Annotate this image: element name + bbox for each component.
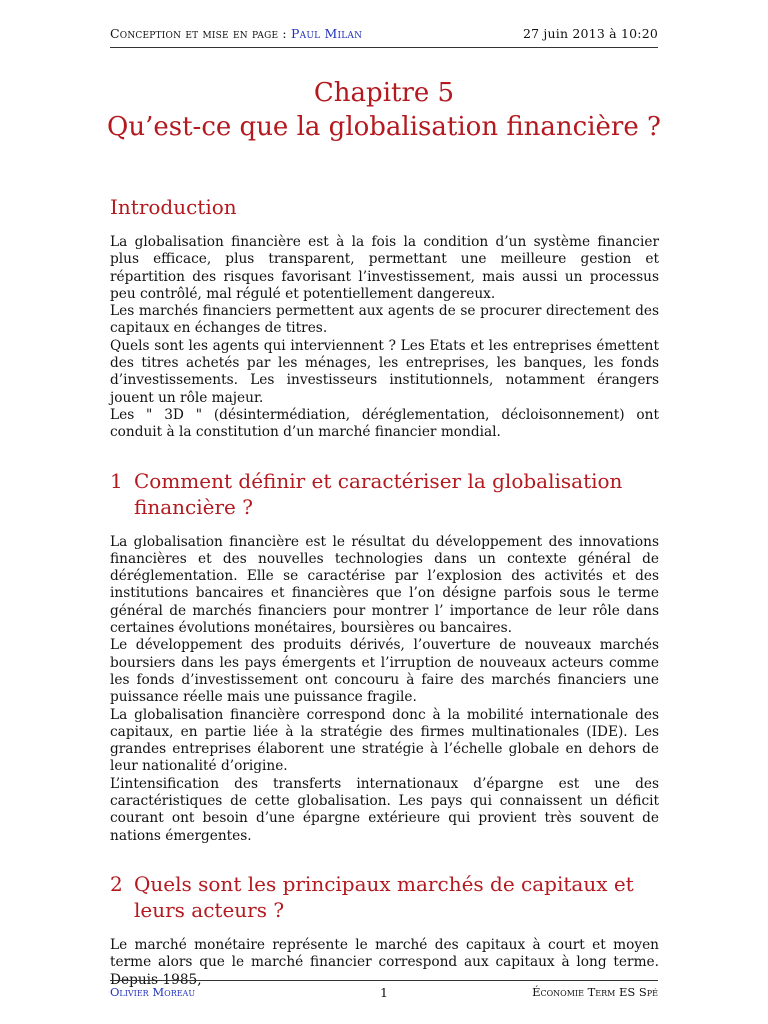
page-number: 1	[380, 985, 388, 1000]
paragraph: Le développement des produits dérivés, l’ouverture de nouveaux marchés boursiers dans les pays émergents et l’irruption de nouveaux acteurs comme les fonds d’investissement ont concouru à faire des marchés financiers une puissance réelle mais une puissance fragile.	[110, 637, 659, 706]
introduction-heading: Introduction	[110, 195, 237, 219]
paragraph: Les " 3D " (désintermédiation, déréglementation, décloisonnement) ont conduit à la constitution d’un marché financier mondial.	[110, 406, 659, 441]
paragraph: Le marché monétaire représente le marché des capitaux à court et moyen terme alors que le marché financier correspond aux capitaux à long terme. Depuis 1985,	[110, 936, 659, 988]
page-header	[110, 26, 658, 44]
section-title: Quels sont les principaux marchés de capitaux et leurs acteurs ?	[134, 871, 634, 922]
header-date: 27 juin 2013 à 10:20	[522, 26, 658, 41]
section-1-heading	[110, 468, 659, 520]
section-number: 1	[110, 468, 123, 493]
header-credit-prefix: Conception et mise en page :	[110, 26, 292, 41]
paragraph: La globalisation financière est le résultat du développement des innovations financières et des nouvelles technologies dans un contexte général de déréglementation. Elle se caractérise par l’explosion des activités et des institutions bancaires et financières que l’on désigne parfois sous le terme général de marchés financiers pour montrer l’ importance de leur rôle dans certaines évolutions monétaires, boursières ou bancaires.	[110, 533, 659, 637]
paragraph: Quels sont les agents qui interviennent ? Les Etats et les entreprises émettent des titres achetés par les ménages, les entreprises, les banques, les fonds d’investissements. Les investisseurs institutionnels, notamment érangers jouent un rôle majeur.	[110, 337, 659, 406]
section-1	[110, 468, 659, 845]
footer-author: Olivier Moreau	[110, 985, 196, 999]
introduction-section	[110, 194, 659, 442]
page-footer	[110, 985, 658, 1001]
header-author: Paul Milan	[291, 26, 363, 41]
page-body	[110, 194, 659, 1015]
paragraph: La globalisation financière est à la fois la condition d’un système financier plus efficace, plus transparent, permettant une meilleure gestion et répartition des risques favorisant l’investissement, mais aussi un processus peu contrôlé, mal régulé et potentiellement dangereux.	[110, 234, 659, 302]
section-2	[110, 871, 659, 989]
section-number: 2	[110, 871, 123, 896]
chapter-title-block	[0, 76, 768, 144]
section-title: Comment définir et caractériser la globalisation financière ?	[134, 468, 623, 519]
header-rule	[110, 47, 658, 48]
chapter-number: Chapitre 5	[313, 78, 455, 108]
paragraph: Les marchés financiers permettent aux agents de se procurer directement des capitaux en échanges de titres.	[110, 303, 659, 337]
header-credit	[110, 26, 362, 41]
chapter-title: Qu’est-ce que la globalisation financière ?	[107, 112, 661, 142]
paragraph: L’intensification des transferts internationaux d’épargne est une des caractéristiques de cette globalisation. Les pays qui connaissent un déficit courant ont besoin d’une épargne extérieure qui provient très souvent de nations émergentes.	[110, 775, 659, 844]
footer-course: Économie Term ES Spé	[532, 985, 658, 999]
paragraph: La globalisation financière correspond donc à la mobilité internationale des capitaux, en partie liée à la stratégie des firmes multinationales (IDE). Les grandes entreprises élaborent une stratégie à l’échelle globale en dehors de leur nationalité d’origine.	[110, 706, 659, 775]
footer-rule	[110, 980, 658, 981]
section-2-heading	[110, 871, 659, 923]
